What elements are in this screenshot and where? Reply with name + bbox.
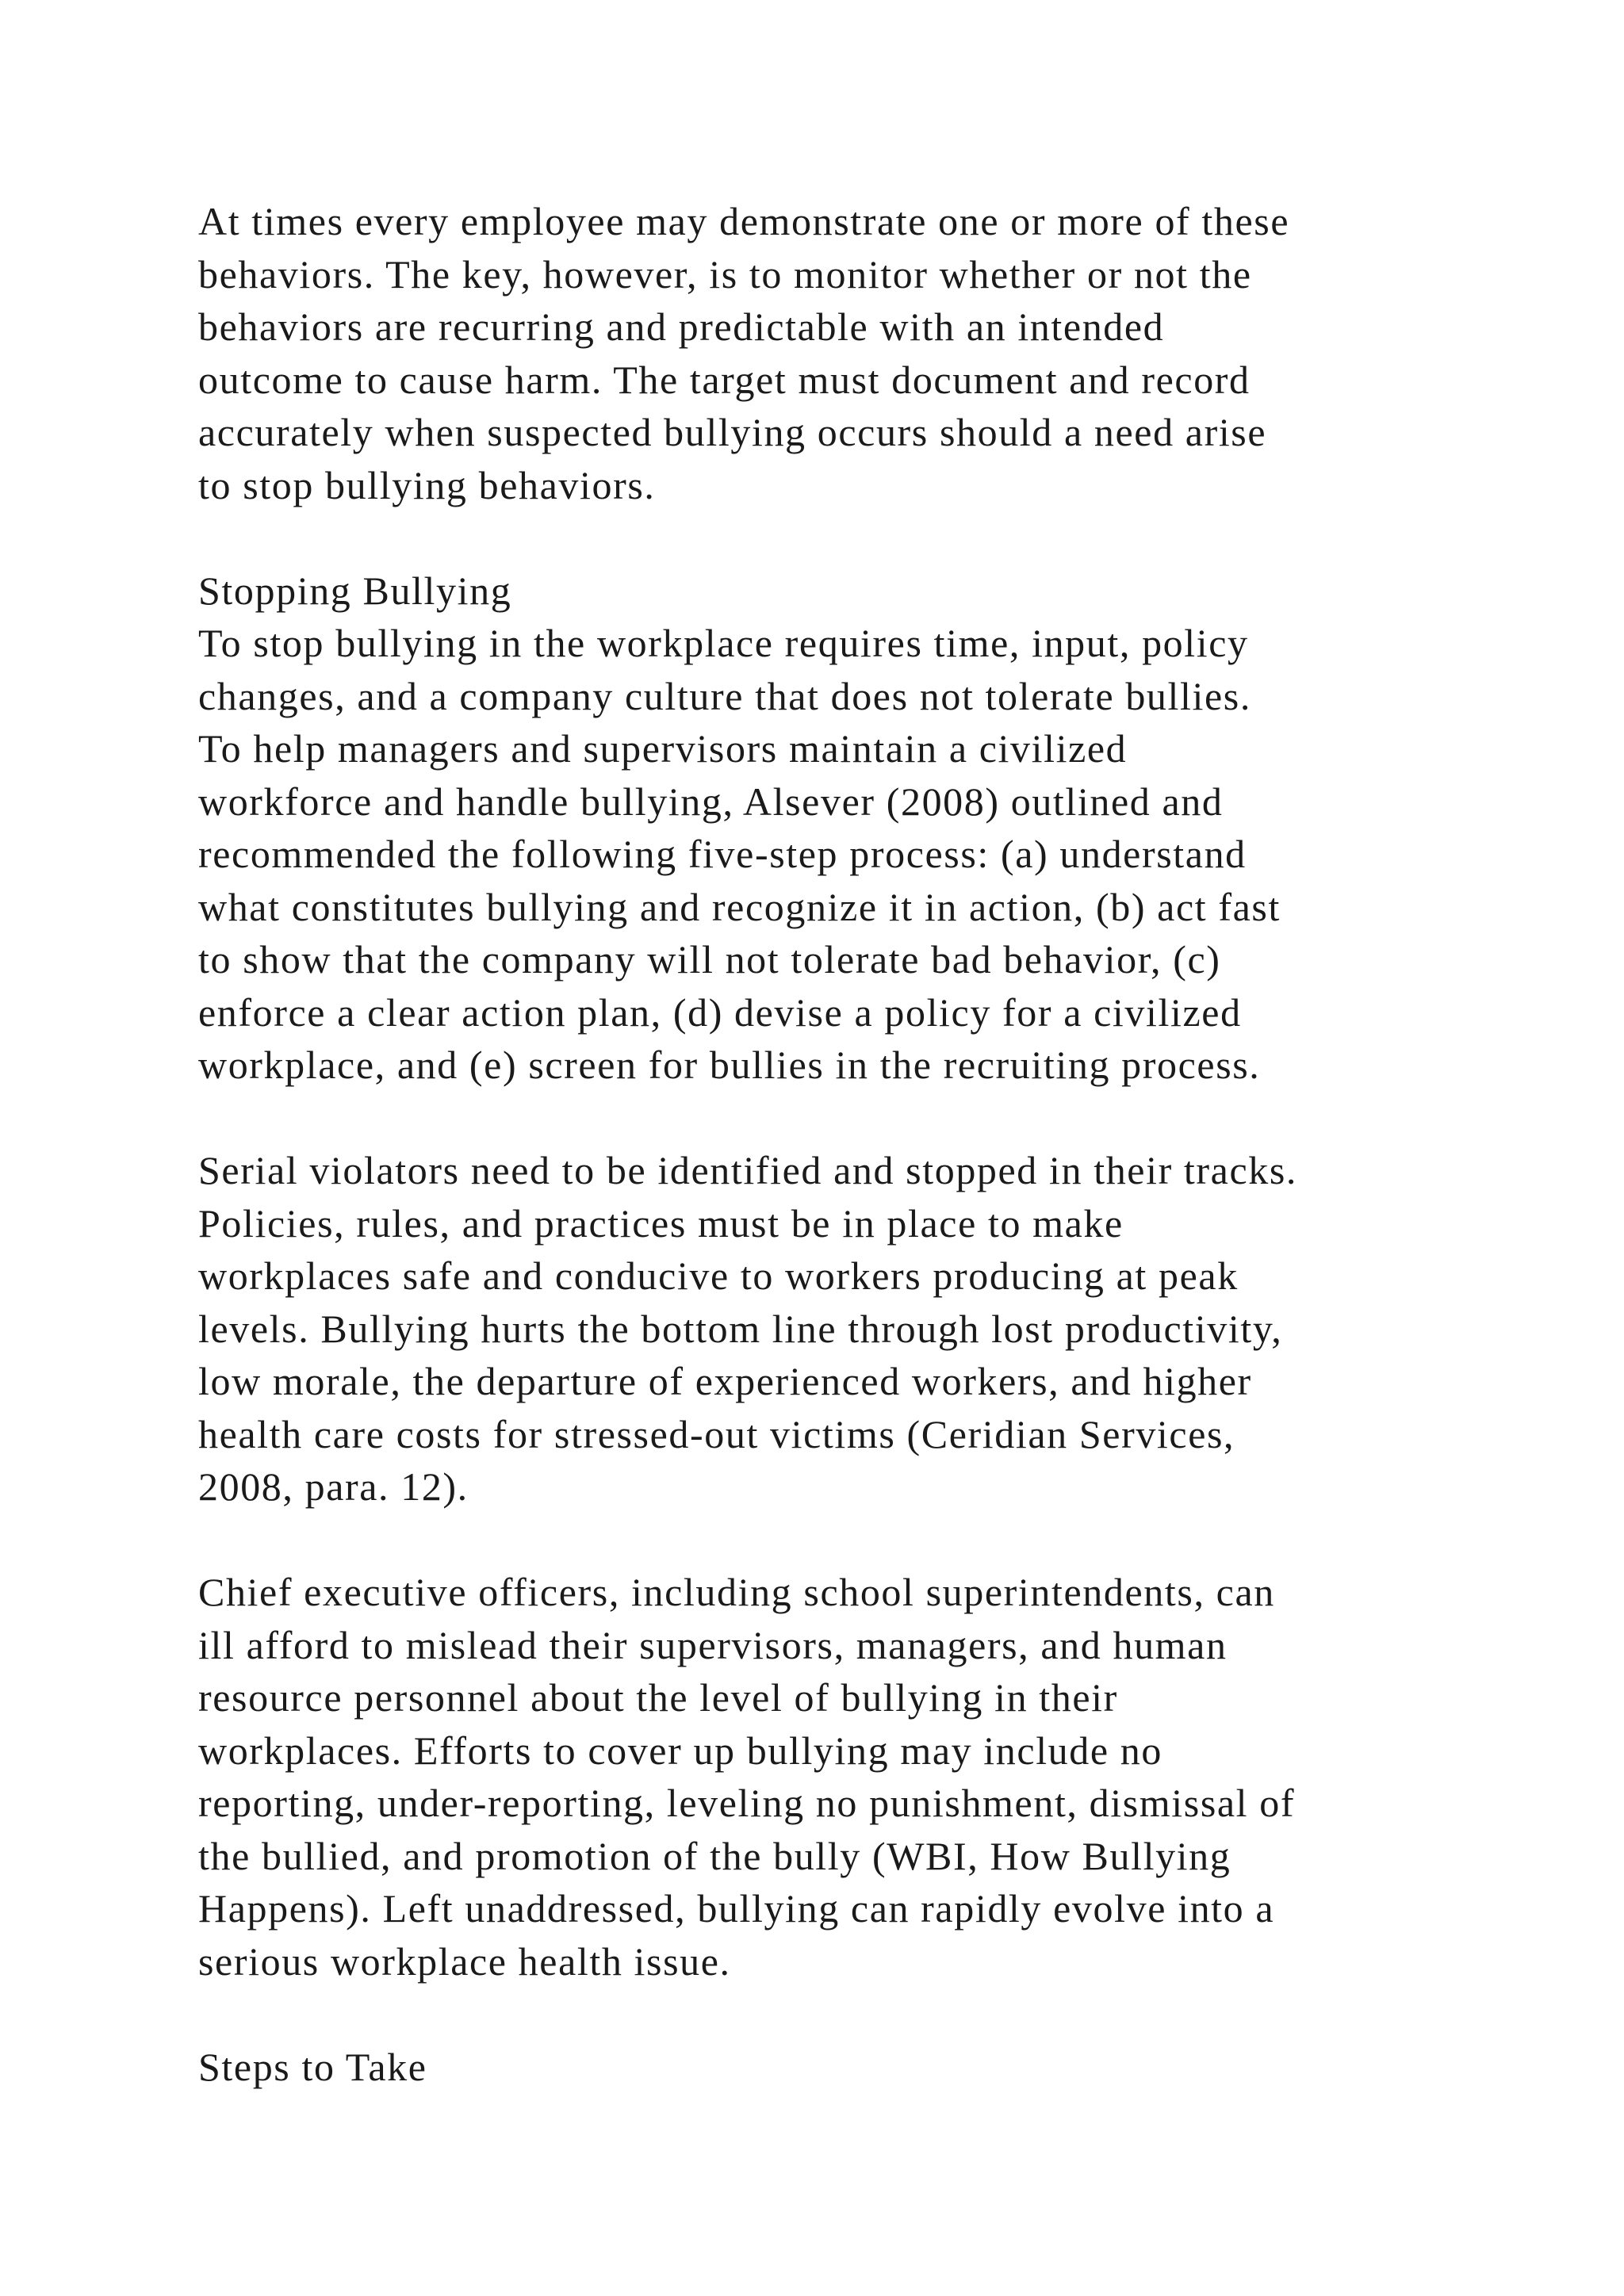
text-line: enforce a clear action plan, (d) devise a policy for a civilized bbox=[198, 989, 1242, 1035]
text-line: outcome to cause harm. The target must document and record bbox=[198, 357, 1251, 402]
section-heading-steps-to-take: Steps to Take bbox=[198, 2044, 427, 2089]
paragraph-spacer bbox=[198, 1988, 1594, 2041]
text-line: Serial violators need to be identified and stopped in their tracks. bbox=[198, 1148, 1298, 1192]
text-line: what constitutes bullying and recognize it in action, (b) act fast bbox=[198, 884, 1281, 929]
text-line: workplaces safe and conducive to workers producing at peak bbox=[198, 1253, 1239, 1298]
paragraph-serial-violators bbox=[198, 1144, 1594, 1513]
text-line: ill afford to mislead their supervisors, managers, and human bbox=[198, 1622, 1228, 1667]
text-line: accurately when suspected bullying occurs should a need arise bbox=[198, 410, 1267, 454]
paragraph-stopping-bullying bbox=[198, 617, 1594, 1092]
text-line: Chief executive officers, including school superintendents, can bbox=[198, 1570, 1275, 1614]
text-line: workplace, and (e) screen for bullies in the recruiting process. bbox=[198, 1043, 1261, 1087]
text-line: To help managers and supervisors maintain a civilized bbox=[198, 726, 1128, 771]
text-line: behaviors are recurring and predictable with an intended bbox=[198, 304, 1165, 349]
text-line: levels. Bullying hurts the bottom line through lost productivity, bbox=[198, 1306, 1283, 1351]
text-line: low morale, the departure of experienced workers, and higher bbox=[198, 1359, 1252, 1403]
text-line: serious workplace health issue. bbox=[198, 1938, 731, 1984]
text-line: At times every employee may demonstrate one or more of these bbox=[198, 199, 1290, 243]
text-line: 2008, para. 12). bbox=[198, 1464, 469, 1509]
text-line: Policies, rules, and practices must be in place to make bbox=[198, 1200, 1124, 1246]
text-line: Happens). Left unaddressed, bullying can rapidly evolve into a bbox=[198, 1886, 1275, 1931]
text-line: reporting, under-reporting, leveling no punishment, dismissal of bbox=[198, 1781, 1296, 1825]
document-body bbox=[198, 195, 1594, 2093]
text-line: behaviors. The key, however, is to monitor whether or not the bbox=[198, 251, 1252, 297]
section-heading-stopping-bullying: Stopping Bullying bbox=[198, 568, 512, 613]
paragraph-spacer bbox=[198, 1092, 1594, 1145]
text-line: the bullied, and promotion of the bully (WBI, How Bullying bbox=[198, 1833, 1231, 1878]
text-line: resource personnel about the level of bullying in their bbox=[198, 1675, 1118, 1720]
text-line: workforce and handle bullying, Alsever (2008) outlined and bbox=[198, 779, 1224, 824]
text-line: health care costs for stressed-out victims (Ceridian Services, bbox=[198, 1411, 1235, 1456]
paragraph-spacer bbox=[198, 1513, 1594, 1567]
paragraph-spacer bbox=[198, 511, 1594, 564]
text-line: to stop bullying behaviors. bbox=[198, 462, 656, 507]
text-line: recommended the following five-step process: (a) understand bbox=[198, 832, 1247, 876]
text-line: To stop bullying in the workplace requires time, input, policy bbox=[198, 621, 1249, 665]
text-line: workplaces. Efforts to cover up bullying may include no bbox=[198, 1728, 1162, 1773]
paragraph-behaviors bbox=[198, 195, 1594, 511]
text-line: changes, and a company culture that does not tolerate bullies. bbox=[198, 673, 1251, 718]
text-line: to show that the company will not tolerate bad behavior, (c) bbox=[198, 937, 1221, 982]
paragraph-chief-executives bbox=[198, 1566, 1594, 1988]
